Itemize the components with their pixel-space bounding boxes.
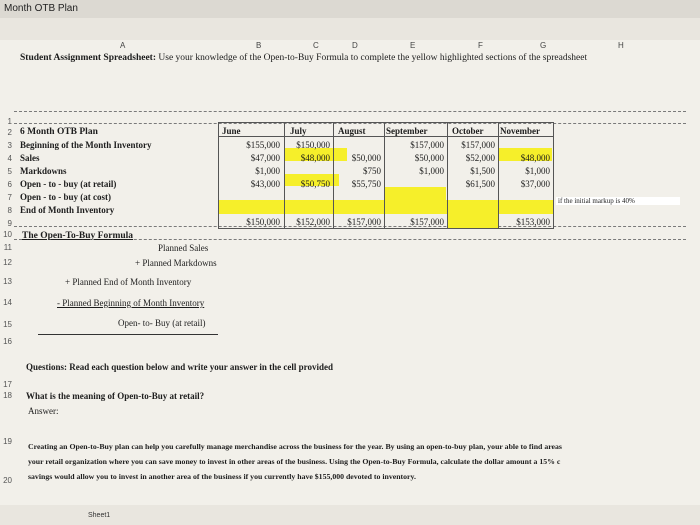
month-header-november[interactable]: November: [500, 126, 540, 136]
grid-line: [218, 228, 554, 229]
row-number[interactable]: 6: [7, 180, 12, 189]
column-header-c[interactable]: C: [313, 41, 319, 50]
row-number[interactable]: 8: [7, 206, 12, 215]
row-label-otb-cost[interactable]: Open - to - buy (at cost): [20, 192, 111, 202]
formula-underline: [38, 334, 218, 335]
cell-eom-november[interactable]: $153,000: [516, 217, 550, 227]
row-number[interactable]: 9: [7, 219, 12, 228]
formula-line[interactable]: + Planned Markdowns: [135, 258, 217, 268]
row-number[interactable]: 16: [3, 337, 12, 346]
cell-markdowns-november[interactable]: $1,000: [525, 166, 550, 176]
cell-eom-june[interactable]: $150,000: [246, 217, 280, 227]
spreadsheet-area[interactable]: [0, 40, 700, 505]
row-number[interactable]: 19: [3, 437, 12, 446]
cell-otb-retail-october[interactable]: $61,500: [465, 179, 495, 189]
month-header-september[interactable]: September: [386, 126, 428, 136]
grid-line: [218, 136, 554, 137]
row-number[interactable]: 2: [7, 128, 12, 137]
cell-otb-retail-november[interactable]: $37,000: [520, 179, 550, 189]
column-header-h[interactable]: H: [618, 41, 624, 50]
question-1[interactable]: What is the meaning of Open-to-Buy at retail?: [26, 391, 205, 401]
row-number[interactable]: 13: [3, 277, 12, 286]
cell-markdowns-october[interactable]: $1,500: [470, 166, 495, 176]
cell-sales-june[interactable]: $47,000: [250, 153, 280, 163]
cell-sales-november[interactable]: $48,000: [520, 153, 550, 163]
row-number[interactable]: 1: [7, 117, 12, 126]
formula-line[interactable]: + Planned End of Month Inventory: [65, 277, 192, 287]
row-label-bom[interactable]: Beginning of the Month Inventory: [20, 140, 152, 150]
row-divider: [14, 111, 686, 112]
row-label-sales[interactable]: Sales: [20, 153, 40, 163]
row-number[interactable]: 12: [3, 258, 12, 267]
formula-title[interactable]: The Open-To-Buy Formula: [22, 231, 134, 241]
column-header-b[interactable]: B: [256, 41, 262, 50]
cell-otb-retail-june[interactable]: $43,000: [250, 179, 280, 189]
cell-markdowns-august[interactable]: $750: [363, 166, 381, 176]
assignment-title[interactable]: [20, 53, 587, 63]
column-header-g[interactable]: G: [540, 41, 547, 50]
cell-eom-september[interactable]: $157,000: [410, 217, 444, 227]
formula-line[interactable]: - Planned Beginning of Month Inventory: [57, 298, 205, 308]
grid-line: [284, 122, 285, 229]
row-number[interactable]: 20: [3, 476, 12, 485]
cell-markdowns-june[interactable]: $1,000: [255, 166, 280, 176]
cell-eom-august[interactable]: $157,000: [347, 217, 381, 227]
row-number[interactable]: 14: [3, 298, 12, 307]
formula-line[interactable]: Planned Sales: [158, 243, 209, 253]
cell-sales-august[interactable]: $50,000: [351, 153, 381, 163]
month-header-july[interactable]: July: [290, 126, 307, 136]
cell-markdowns-september[interactable]: $1,000: [419, 166, 444, 176]
row-number[interactable]: 11: [3, 243, 12, 252]
cell-sales-july[interactable]: $48,000: [300, 153, 330, 163]
questions-intro[interactable]: [26, 362, 333, 372]
column-header-a[interactable]: A: [120, 41, 126, 50]
cell-eom-july[interactable]: $152,000: [296, 217, 330, 227]
cell-bom-june[interactable]: $155,000: [246, 140, 280, 150]
row-label-otb-retail[interactable]: Open - to - buy (at retail): [20, 179, 117, 189]
questions-intro-text: Questions: Read each question below and write your answer in the cell provided: [26, 362, 334, 372]
markup-note[interactable]: if the initial markup is 40%: [556, 197, 680, 205]
row-number[interactable]: 7: [7, 193, 12, 202]
cell-sales-october[interactable]: $52,000: [465, 153, 495, 163]
column-header-f[interactable]: F: [478, 41, 483, 50]
question-2-line-1[interactable]: Creating an Open-to-Buy plan can help you carefully manage merchandise across the business for the year. By using an open-to-buy plan, your able to find areas: [28, 442, 562, 451]
row-number[interactable]: 4: [7, 154, 12, 163]
row-number[interactable]: 10: [3, 230, 12, 239]
column-header-e[interactable]: E: [410, 41, 416, 50]
row-number[interactable]: 15: [3, 320, 12, 329]
month-header-june[interactable]: June: [222, 126, 241, 136]
month-header-october[interactable]: October: [452, 126, 484, 136]
assignment-title-text: Use your knowledge of the Open-to-Buy Formula to complete the yellow highlighted sections of the spreadsheet: [156, 53, 588, 63]
row-number[interactable]: 17: [3, 380, 12, 389]
row-number[interactable]: 5: [7, 167, 12, 176]
month-header-august[interactable]: August: [338, 126, 366, 136]
row-number[interactable]: 3: [7, 141, 12, 150]
cell-bom-september[interactable]: $157,000: [410, 140, 444, 150]
row-number[interactable]: 18: [3, 391, 12, 400]
row-label-markdowns[interactable]: Markdowns: [20, 166, 67, 176]
cell-bom-july[interactable]: $150,000: [296, 140, 330, 150]
formula-result[interactable]: Open- to- Buy (at retail): [118, 318, 206, 328]
column-header-d[interactable]: D: [352, 41, 358, 50]
assignment-title-bold: Student Assignment Spreadsheet:: [20, 53, 157, 63]
cell-sales-september[interactable]: $50,000: [414, 153, 444, 163]
row-label-eom[interactable]: End of Month Inventory: [20, 205, 115, 215]
sheet-tab-sheet1[interactable]: Sheet1: [88, 512, 111, 519]
question-2-line-3[interactable]: savings would allow you to invest in another area of the business if you currently have $155,000 devoted to inventory.: [28, 472, 416, 481]
cell-otb-retail-august[interactable]: $55,750: [351, 179, 381, 189]
question-2-line-2[interactable]: your retail organization where you can save money to invest in other areas of the business. Using the Open-to-Buy Formula, calculate the dollar amount a 15% c: [28, 457, 561, 466]
answer-label[interactable]: Answer:: [28, 406, 59, 416]
window-title: Month OTB Plan: [0, 0, 700, 18]
cell-bom-october[interactable]: $157,000: [461, 140, 495, 150]
column-headers: [0, 41, 700, 53]
cell-otb-retail-july[interactable]: $50,750: [300, 179, 330, 189]
otb-plan-heading[interactable]: 6 Month OTB Plan: [20, 127, 98, 137]
